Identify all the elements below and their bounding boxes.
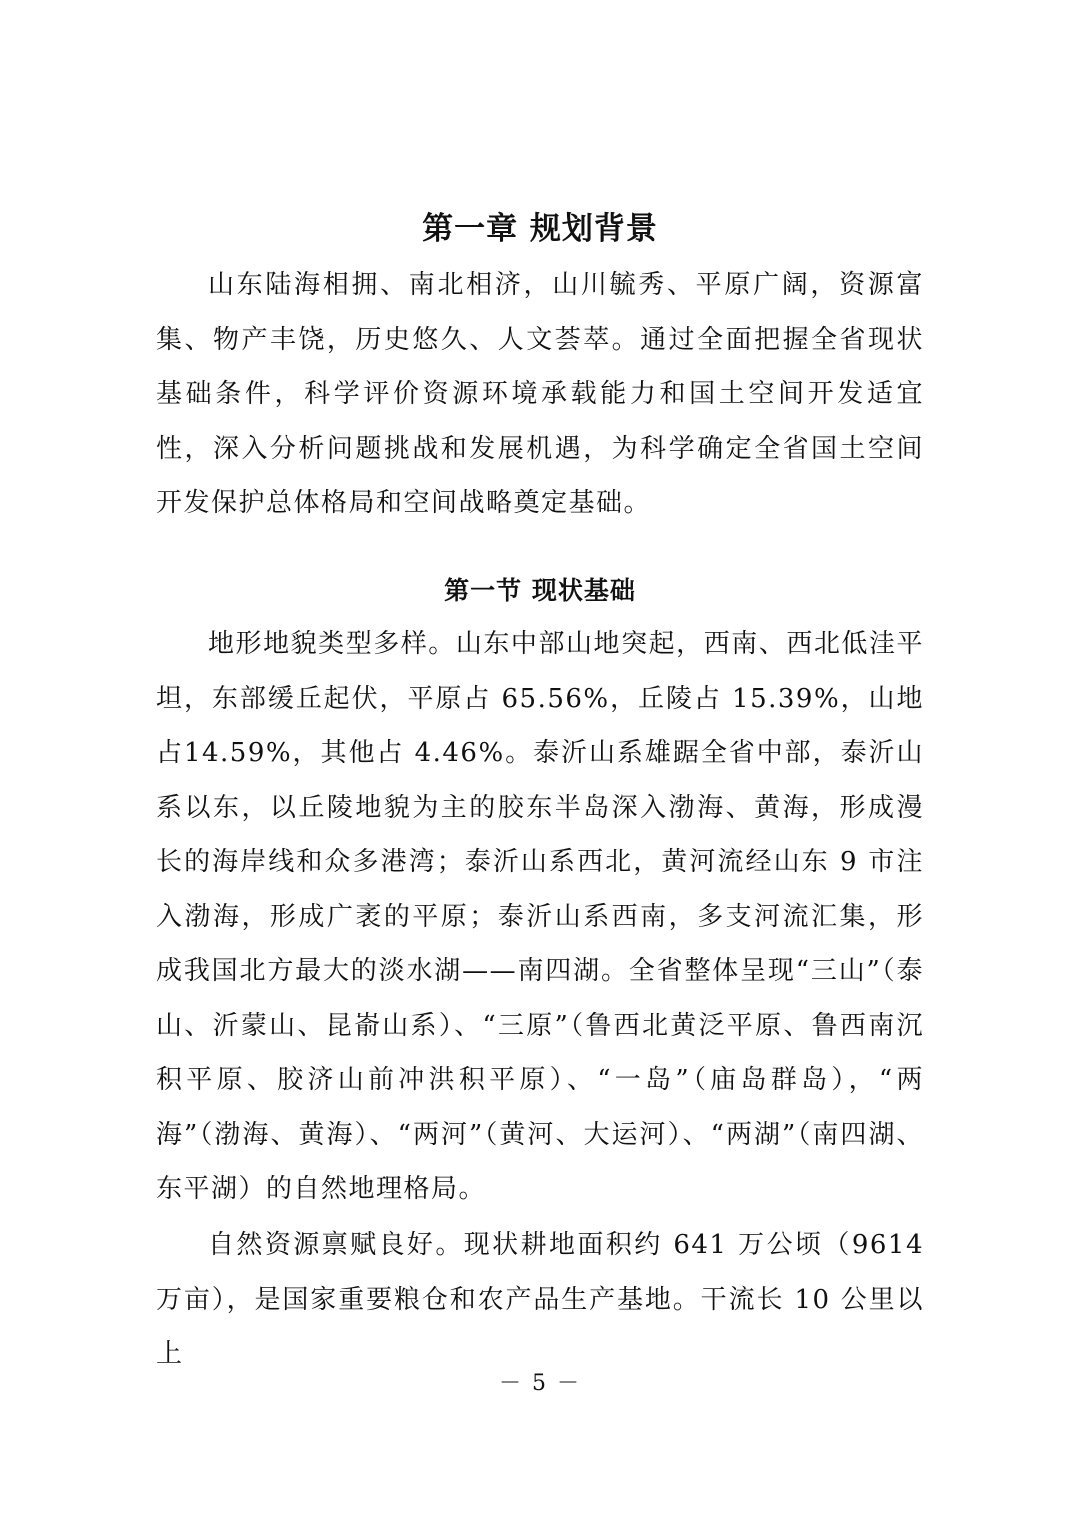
section-title: 第一节 现状基础 xyxy=(444,575,636,605)
page-number: － 5 － xyxy=(499,1371,581,1396)
terrain-lead-sentence: 地形地貌类型多样。 xyxy=(208,629,456,659)
chapter-title: 第一章 规划背景 xyxy=(422,210,658,247)
terrain-body-text: 山东中部山地突起，西南、西北低洼平坦，东部缓丘起伏，平原占 65.56%，丘陵占 15.39%，山地占14.59%，其他占 4.46%。泰沂山系雄踞全省中部，泰沂山系以东，以丘陵地貌为主的胶东半岛深入渤海、黄海，形成漫长的海岸线和众多港湾；泰沂山系西北，黄河流经山东 9 市注入渤海，形成广袤的平原；泰沂山系西南，多支河流汇集，形成我国北方最大的淡水湖——南四湖。全省整体呈现“三山”（泰山、沂蒙山、昆嵛山系）、“三原”（鲁西北黄泛平原、鲁西南沉积平原、胶济山前冲洪积平原）、“一岛”（庙岛群岛），“两海”（渤海、黄海）、“两河”（黄河、大运河）、“两湖”（南四湖、东平湖）的自然地理格局。 xyxy=(156,629,924,1204)
resources-lead-sentence: 自然资源禀赋良好。 xyxy=(208,1230,464,1260)
intro-paragraph: 山东陆海相拥、南北相济，山川毓秀、平原广阔，资源富集、物产丰饶，历史悠久、人文荟萃。通过全面把握全省现状基础条件，科学评价资源环境承载能力和国土空间开发适宜性，深入分析问题挑战和发展机遇，为科学确定全省国土空间开发保护总体格局和空间战略奠定基础。 xyxy=(156,270,924,518)
resources-body-text: 现状耕地面积约 641 万公顷（9614 万亩），是国家重要粮仓和农产品生产基地。干流长 10 公里以上 xyxy=(156,1230,924,1369)
terrain-paragraph xyxy=(156,617,924,1217)
resources-paragraph xyxy=(156,1218,924,1382)
